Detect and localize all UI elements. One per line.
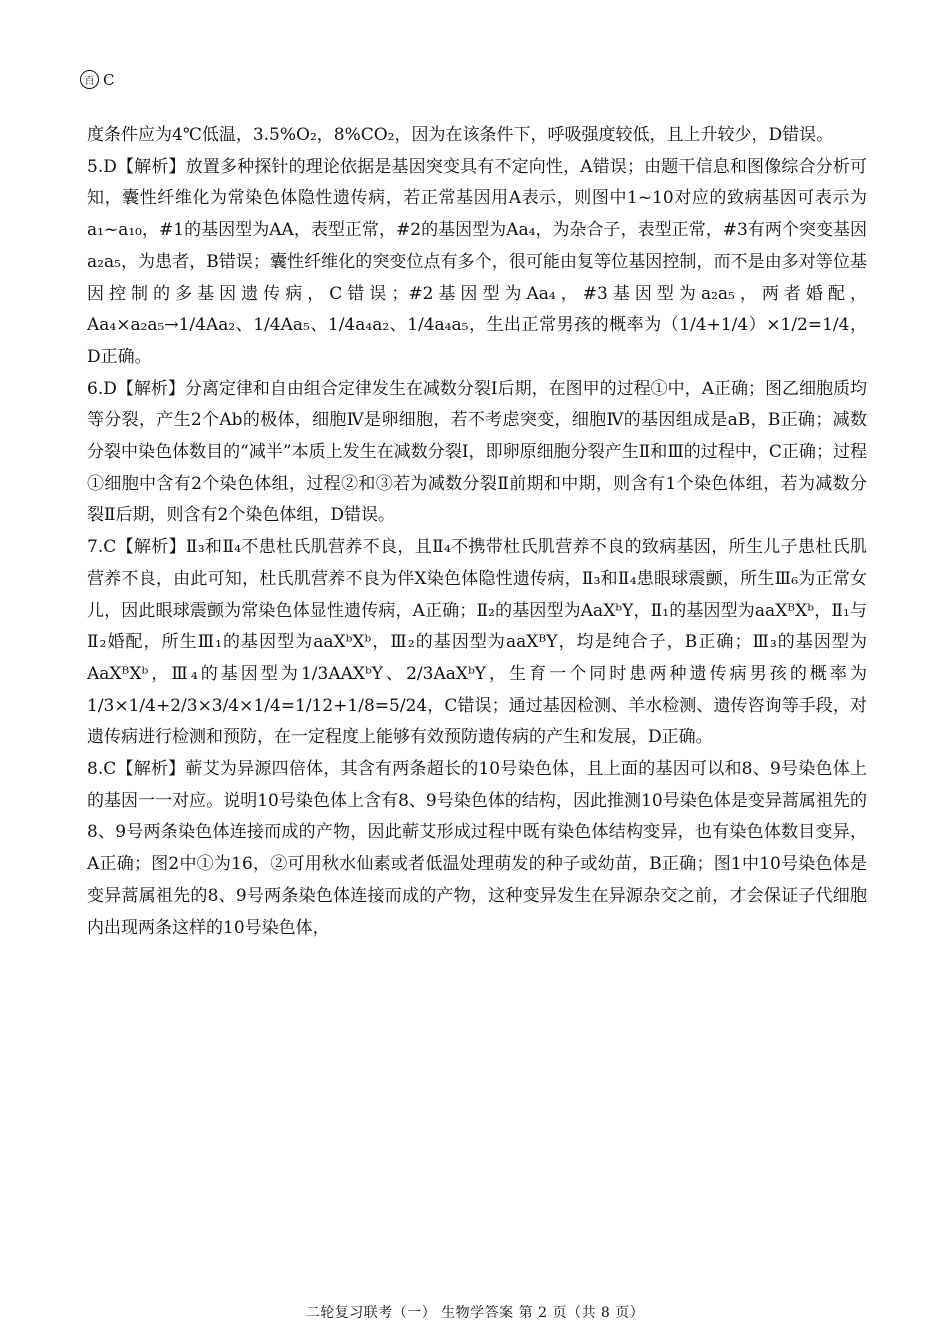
answer-7: 7.C【解析】Ⅱ₃和Ⅱ₄不患杜氏肌营养不良，且Ⅱ₄不携带杜氏肌营养不良的致病基因，所生儿子患杜氏肌营养不良，由此可知，杜氏肌营养不良为伴X染色体隐性遗传病，Ⅱ₃和Ⅱ₄患眼球震颤，所生Ⅲ₆为正常女儿，因此眼球震颤为常染色体显性遗传病，A正确；Ⅱ₂的基因型为AaXᵇY，Ⅱ₁的基因型为aaXᴮXᵇ，Ⅱ₁与Ⅱ₂婚配，所生Ⅲ₁的基因型为aaXᵇXᵇ，Ⅲ₂的基因型为aaXᴮY，均是纯合子，B正确；Ⅲ₃的基因型为AaXᴮXᵇ，Ⅲ₄的基因型为1/3AAXᵇY、2/3AaXᵇY，生育一个同时患两种遗传病男孩的概率为1/3×1/4+2/3×3/4×1/4=1/12+1/8=5/24，C错误；通过基因检测、羊水检测、遗传咨询等手段，对遗传病进行检测和预防，在一定程度上能够有效预防遗传病的产生和发展，D正确。 bbox=[87, 537, 867, 748]
answer-5: 5.D【解析】放置多种探针的理论依据是基因突变具有不定向性，A错误；由题干信息和图像综合分析可知，囊性纤维化为常染色体隐性遗传病，若正常基因用A表示，则图中1~10对应的致病基因可表示为a₁~a₁₀，#1的基因型为AA，表型正常，#2的基因型为Aa₄，为杂合子，表型正常，#3有两个突变基因a₂a₅，为患者，B错误；囊性纤维化的突变位点有多个，很可能由复等位基因控制，而不是由多对等位基因控制的多基因遗传病，C错误；#2基因型为Aa₄，#3基因型为a₂a₅，两者婚配，Aa₄×a₂a₅→1/4Aa₂、1/4Aa₅、1/4a₄a₂、1/4a₄a₅，生出正常男孩的概率为（1/4+1/4）×1/2=1/4，D正确。 bbox=[87, 156, 867, 367]
header-letter: C bbox=[103, 70, 115, 89]
header-mark bbox=[80, 70, 114, 89]
answer-6: 6.D【解析】分离定律和自由组合定律发生在减数分裂Ⅰ后期，在图甲的过程①中，A正确；图乙细胞质均等分裂，产生2个Ab的极体，细胞Ⅳ是卵细胞，若不考虑突变，细胞Ⅳ的基因组成是aB，B正确；减数分裂中染色体数目的“减半”本质上发生在减数分裂Ⅰ，即卵原细胞分裂产生Ⅱ和Ⅲ的过程中，C正确；过程①细胞中含有2个染色体组，过程②和③若为减数分裂Ⅱ前期和中期，则含有1个染色体组，若为减数分裂Ⅱ后期，则含有2个染色体组，D错误。 bbox=[87, 378, 867, 526]
answer-content bbox=[87, 120, 867, 944]
circled-char: 百 bbox=[80, 70, 99, 89]
answer-8: 8.C【解析】蕲艾为异源四倍体，其含有两条超长的10号染色体，且上面的基因可以和8、9号染色体上的基因一一对应。说明10号染色体上含有8、9号染色体的结构，因此推测10号染色体是变异蒿属祖先的8、9号两条染色体连接而成的产物，因此蕲艾形成过程中既有染色体结构变异，也有染色体数目变异，A正确；图2中①为16，②可用秋水仙素或者低温处理萌发的种子或幼苗，B正确；图1中10号染色体是变异蒿属祖先的8、9号两条染色体连接而成的产物，这种变异发生在异源杂交之前，才会保证子代细胞内出现两条这样的10号染色体， bbox=[87, 759, 867, 938]
page-footer: 二轮复习联考（一） 生物学答案 第 2 页（共 8 页） bbox=[305, 1305, 645, 1321]
paragraph-continuation: 度条件应为4℃低温，3.5%O₂，8%CO₂，因为在该条件下，呼吸强度较低，且上升较少，D错误。 bbox=[87, 125, 834, 145]
